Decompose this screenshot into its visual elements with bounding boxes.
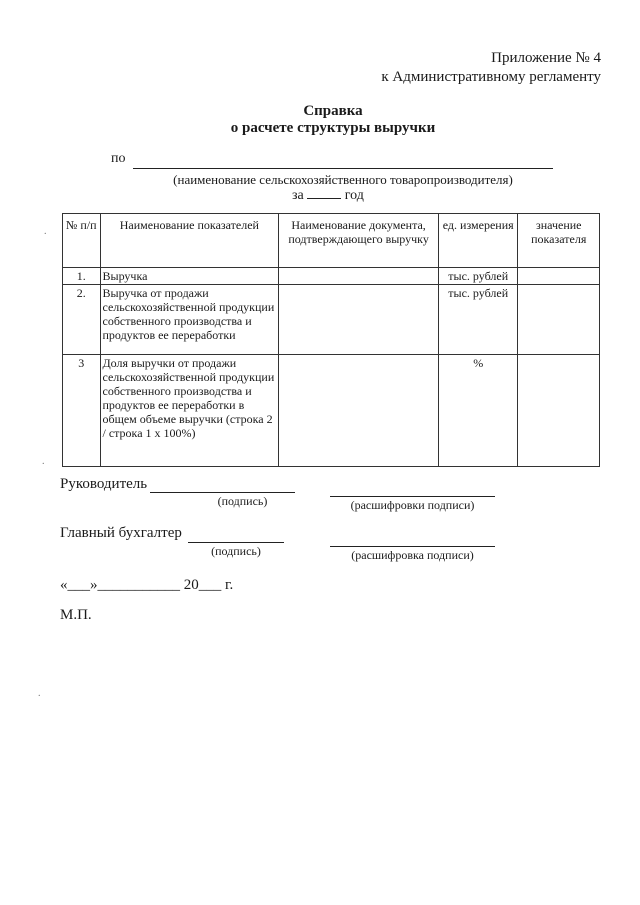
head-decode-caption: (расшифровки подписи)	[350, 498, 475, 512]
row-number: 3	[63, 355, 101, 467]
header-cell-document: Наименование документа, подтверждающего выручку	[279, 214, 439, 268]
header-cell-indicator: Наименование показателей	[100, 214, 279, 268]
annex-number: Приложение № 4	[491, 50, 601, 66]
accountant-decode-caption: (расшифровка подписи)	[351, 548, 474, 562]
row-value[interactable]	[518, 268, 600, 285]
row-indicator: Выручка от продажи сельскохозяйственной продукции собственного производства и продуктов ее переработки	[100, 285, 279, 355]
document-subtitle: о расчете структуры выручки	[230, 120, 436, 136]
year-line	[292, 186, 364, 204]
row-document[interactable]	[279, 355, 439, 467]
head-decode-field[interactable]	[330, 496, 495, 497]
header-cell-number: № п/п	[63, 214, 101, 268]
head-label: Руководитель	[60, 476, 148, 492]
row-number: 2.	[63, 285, 101, 355]
document-title: Справка	[303, 103, 363, 119]
producer-name-caption: (наименование сельскохозяйственного товаропроизводителя)	[173, 172, 513, 187]
table-row	[63, 268, 600, 285]
row-unit: %	[438, 355, 518, 467]
table-row	[63, 355, 600, 467]
row-value[interactable]	[518, 285, 600, 355]
table-row	[63, 285, 600, 355]
row-indicator: Доля выручки от продажи сельскохозяйственной продукции собственного производства и продуктов ее переработки в общем объеме выручки (строка 2 / строка 1 х 100%)	[100, 355, 279, 467]
scan-mark: .	[38, 688, 41, 699]
row-document[interactable]	[279, 285, 439, 355]
accountant-label: Главный бухгалтер	[60, 525, 182, 541]
accountant-decode-field[interactable]	[330, 546, 495, 547]
table-header-row	[63, 214, 600, 268]
row-indicator: Выручка	[100, 268, 279, 285]
head-signature-caption: (подпись)	[217, 494, 268, 508]
year-field[interactable]	[307, 186, 341, 199]
year-suffix-label: год	[344, 188, 364, 203]
scan-mark: .	[44, 226, 47, 237]
row-unit: тыс. рублей	[438, 285, 518, 355]
accountant-signature-field[interactable]	[188, 542, 284, 543]
revenue-structure-table	[62, 213, 600, 467]
stamp-placeholder: М.П.	[60, 607, 92, 623]
head-signature-field[interactable]	[150, 492, 295, 493]
header-cell-value: значение показателя	[518, 214, 600, 268]
producer-name-field[interactable]	[133, 168, 553, 169]
row-number: 1.	[63, 268, 101, 285]
producer-label: по	[111, 151, 126, 166]
row-value[interactable]	[518, 355, 600, 467]
annex-reference: к Административному регламенту	[381, 69, 601, 85]
header-cell-unit: ед. измерения	[438, 214, 518, 268]
accountant-signature-caption: (подпись)	[211, 544, 261, 558]
date-line[interactable]: «___»___________ 20___ г.	[60, 577, 234, 593]
year-prefix-label: за	[292, 188, 304, 203]
row-unit: тыс. рублей	[438, 268, 518, 285]
scan-mark: .	[42, 456, 45, 467]
row-document[interactable]	[279, 268, 439, 285]
